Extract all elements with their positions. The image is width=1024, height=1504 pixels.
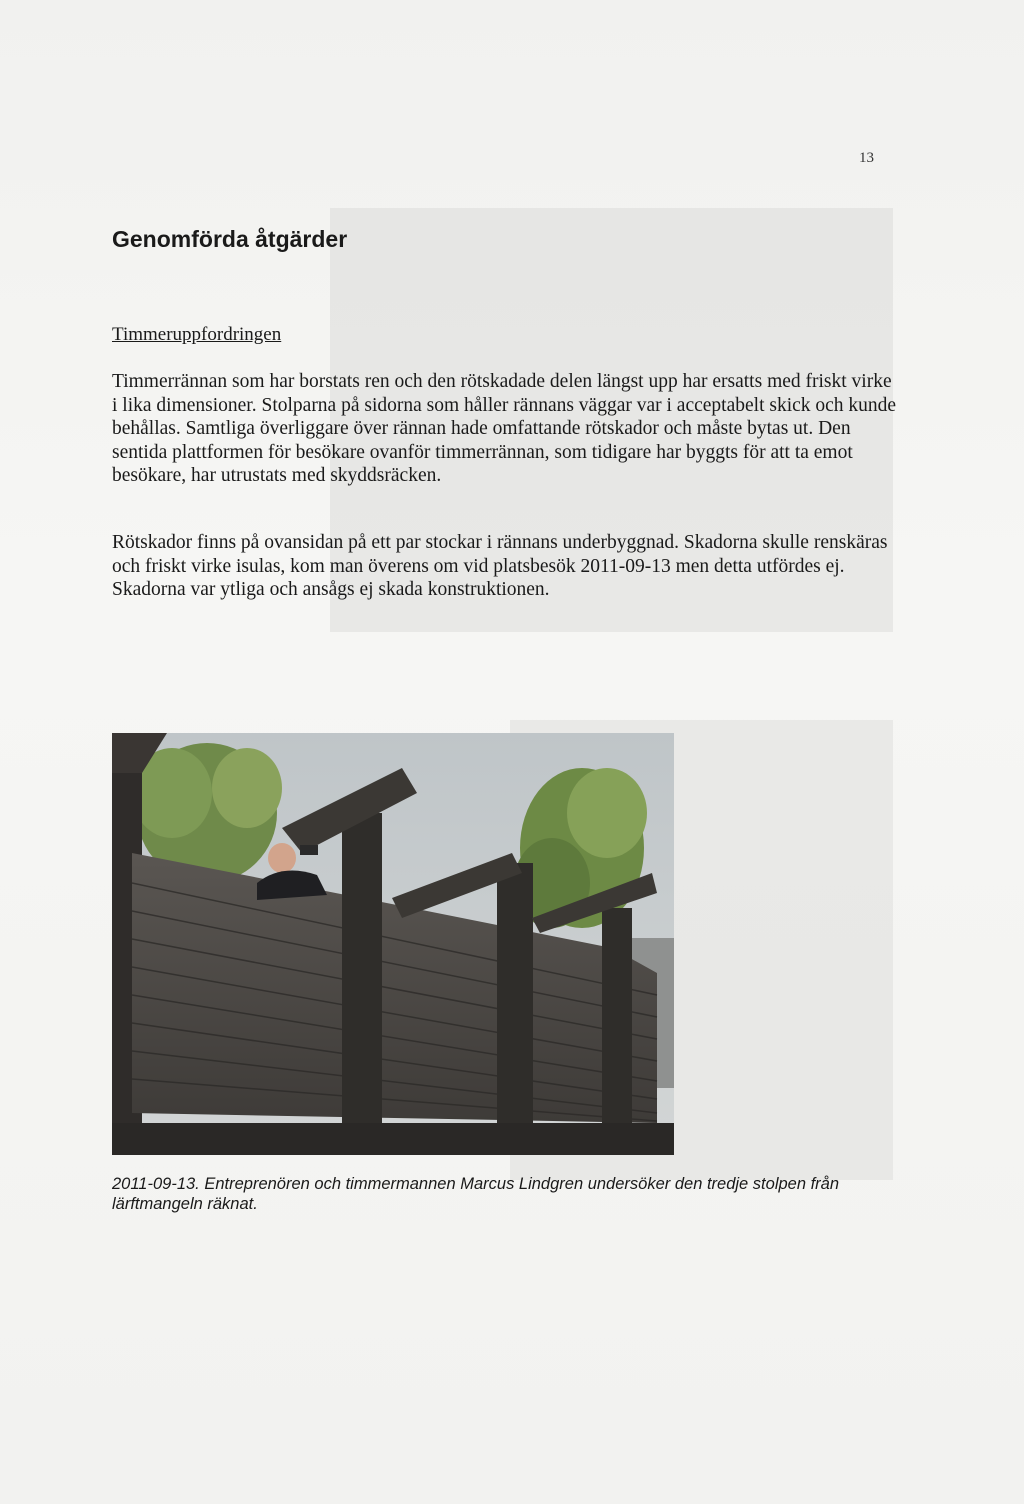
- photo-timber-chute: [112, 733, 674, 1155]
- page-number: 13: [859, 150, 874, 166]
- section-heading: Genomförda åtgärder: [112, 226, 348, 252]
- photo-caption: 2011-09-13. Entreprenören och timmermannen Marcus Lindgren undersöker den tredje stolpen från lärftmangeln räknat.: [112, 1175, 840, 1213]
- photo-illustration: [112, 733, 674, 1155]
- body-paragraph: Timmerrännan som har borstats ren och den rötskadade delen längst upp har ersatts med friskt virke i lika dimensioner. Stolparna på sidorna som håller rännans väggar var i acceptabelt skick och kunde behållas. Samtliga överliggare över rännan hade omfattande rötskador och måste bytas ut. Den sentida plattformen för besökare ovanför timmerrännan, som tidigare har byggts för att ta emot besökare, har utrustats med skyddsräcken.: [112, 371, 897, 486]
- subsection-heading: Timmeruppfordringen: [112, 324, 282, 345]
- body-paragraph: Rötskador finns på ovansidan på ett par stockar i rännans underbyggnad. Skadorna skulle renskäras och friskt virke isulas, kom man överens om vid platsbesök 2011-09-13 men detta utfördes ej. Skadorna var ytliga och ansågs ej skada konstruktionen.: [112, 532, 888, 600]
